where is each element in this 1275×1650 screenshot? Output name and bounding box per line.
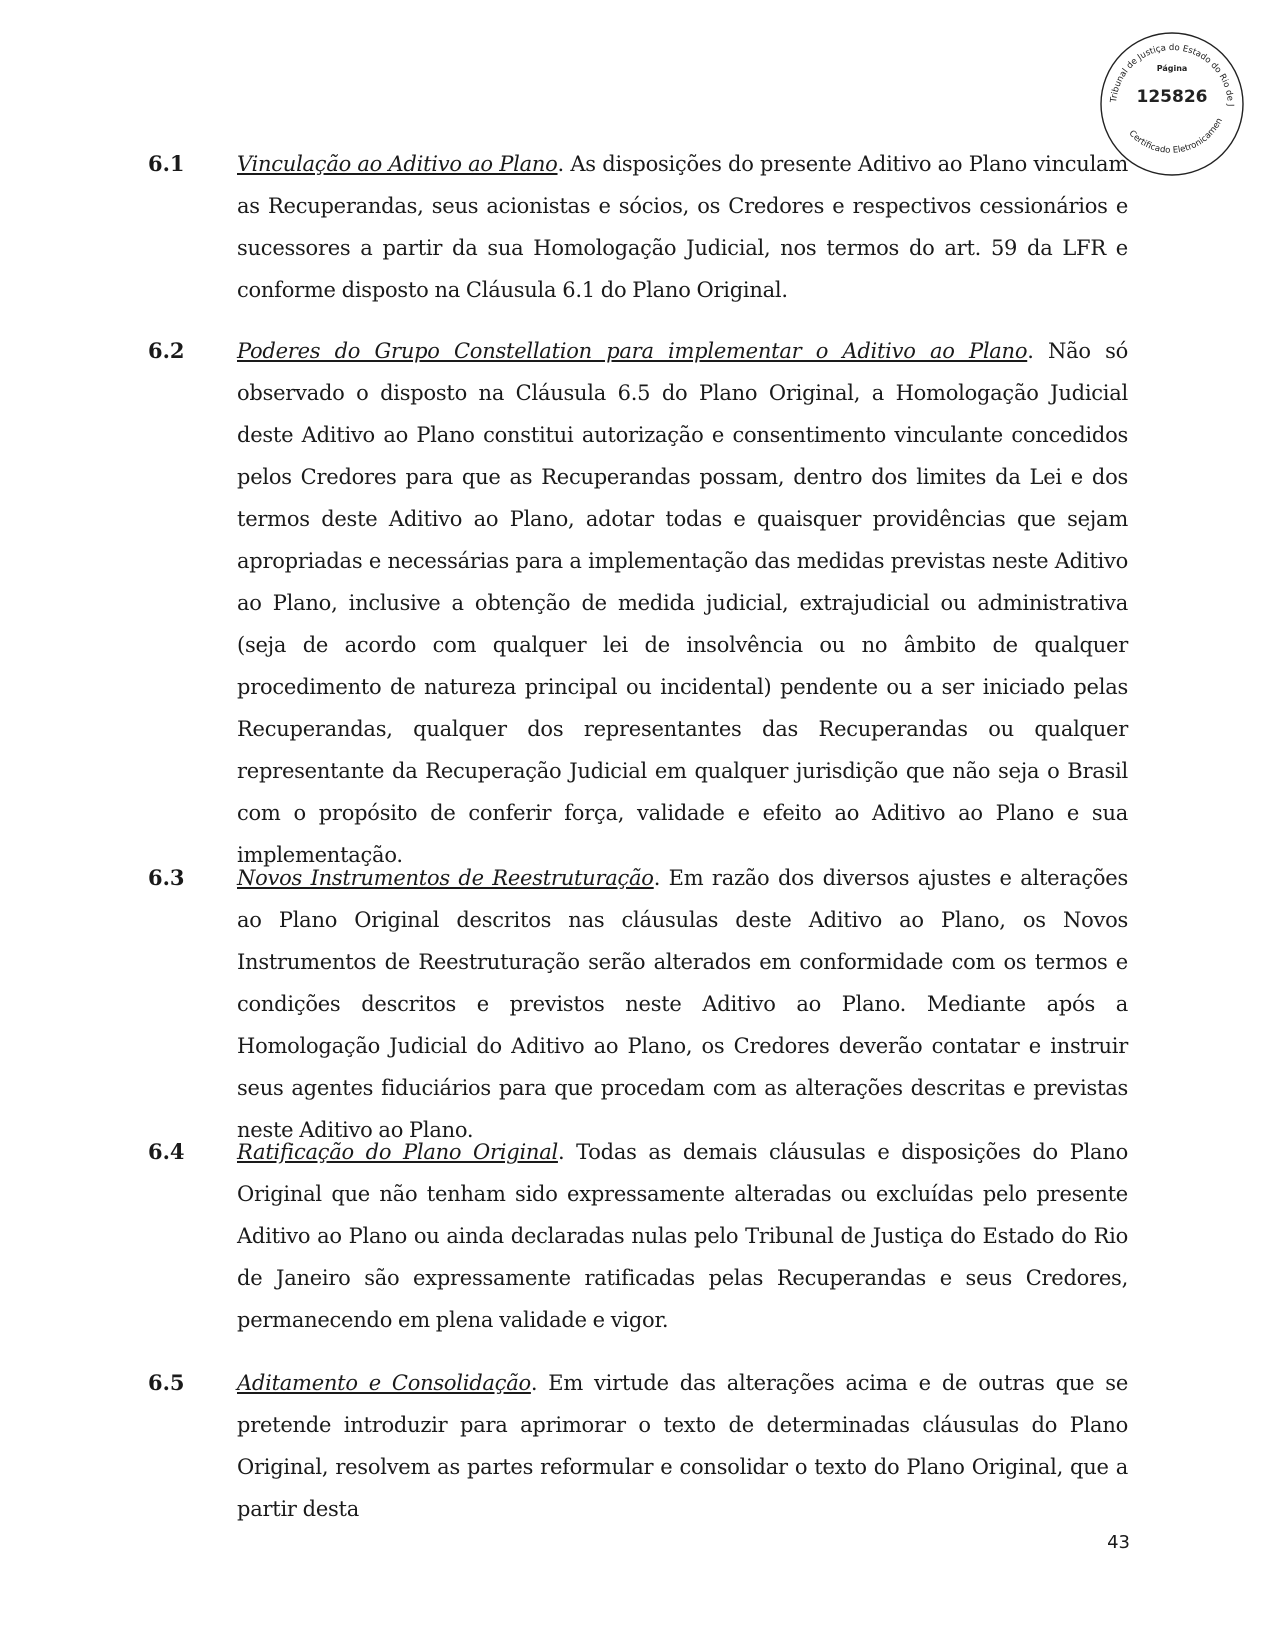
clause-body: . Em virtude das alterações acima e de outras que se pretende introduzir para aprimorar o texto de determinadas cláusulas do Plano Original, resolvem as partes reformular e consolidar o texto do Plano Original, que a partir desta — [237, 1371, 1128, 1521]
clause-paragraph — [237, 1362, 1128, 1530]
clause-body: . Não só observado o disposto na Cláusula 6.5 do Plano Original, a Homologação Judicial deste Aditivo ao Plano constitui autorização e consentimento vinculante concedidos pelos Credores para que as Recuperandas possam, dentro dos limites da Lei e dos termos deste Aditivo ao Plano, adotar todas e quaisquer providências que sejam apropriadas e necessárias para a implementação das medidas previstas neste Aditivo ao Plano, inclusive a obtenção de medida judicial, extrajudicial ou administrativa (seja de acordo com qualquer lei de insolvência ou no âmbito de qualquer procedimento de natureza principal ou incidental) pendente ou a ser iniciado pelas Recuperandas, qualquer dos representantes das Recuperandas ou qualquer representante da Recuperação Judicial em qualquer jurisdição que não seja o Brasil com o propósito de conferir força, validade e efeito ao Aditivo ao Plano e sua implementação. — [237, 339, 1128, 867]
clause-paragraph — [237, 857, 1128, 1151]
clause-number: 6.5 — [148, 1370, 185, 1395]
clause-heading: Aditamento e Consolidação — [237, 1371, 531, 1395]
clause-number: 6.4 — [148, 1139, 185, 1164]
clause-paragraph — [237, 330, 1128, 876]
stamp-page-label: Página — [1156, 64, 1188, 73]
clause-number: 6.2 — [148, 338, 185, 363]
stamp-page-value: 125826 — [1136, 87, 1208, 107]
clause-number: 6.3 — [148, 865, 185, 890]
clause-heading: Novos Instrumentos de Reestruturação — [237, 866, 654, 890]
page-number: 43 — [1107, 1532, 1130, 1553]
stamp-top-text: Tribunal de Justiça do Estado do Rio de J — [1109, 42, 1236, 107]
clause-number: 6.1 — [148, 151, 185, 176]
clause-paragraph — [237, 1131, 1128, 1341]
clause-body: . Em razão dos diversos ajustes e alterações ao Plano Original descritos nas cláusulas deste Aditivo ao Plano, os Novos Instrumentos de Reestruturação serão alterados em conformidade com os termos e condições descritos e previstos neste Aditivo ao Plano. Mediante após a Homologação Judicial do Aditivo ao Plano, os Credores deverão contatar e instruir seus agentes fiduciários para que procedam com as alterações descritas e previstas neste Aditivo ao Plano. — [237, 866, 1129, 1142]
clause-heading: Vinculação ao Aditivo ao Plano — [237, 152, 558, 176]
clause-paragraph — [237, 143, 1128, 311]
clause-body: . As disposições do presente Aditivo ao Plano vinculam as Recuperandas, seus acionistas e sócios, os Credores e respectivos cessionários e sucessores a partir da sua Homologação Judicial, nos termos do art. 59 da LFR e conforme disposto na Cláusula 6.1 do Plano Original. — [237, 152, 1128, 302]
clause-heading: Ratificação do Plano Original — [237, 1140, 558, 1164]
clause-body: . Todas as demais cláusulas e disposições do Plano Original que não tenham sido expressamente alteradas ou excluídas pelo presente Aditivo ao Plano ou ainda declaradas nulas pelo Tribunal de Justiça do Estado do Rio de Janeiro são expressamente ratificadas pelas Recuperandas e seus Credores, permanecendo em plena validade e vigor. — [237, 1140, 1128, 1332]
clause-heading: Poderes do Grupo Constellation para implementar o Aditivo ao Plano — [237, 339, 1028, 363]
stamp-bottom-text: Certificado Eletronicamen — [1126, 116, 1225, 156]
